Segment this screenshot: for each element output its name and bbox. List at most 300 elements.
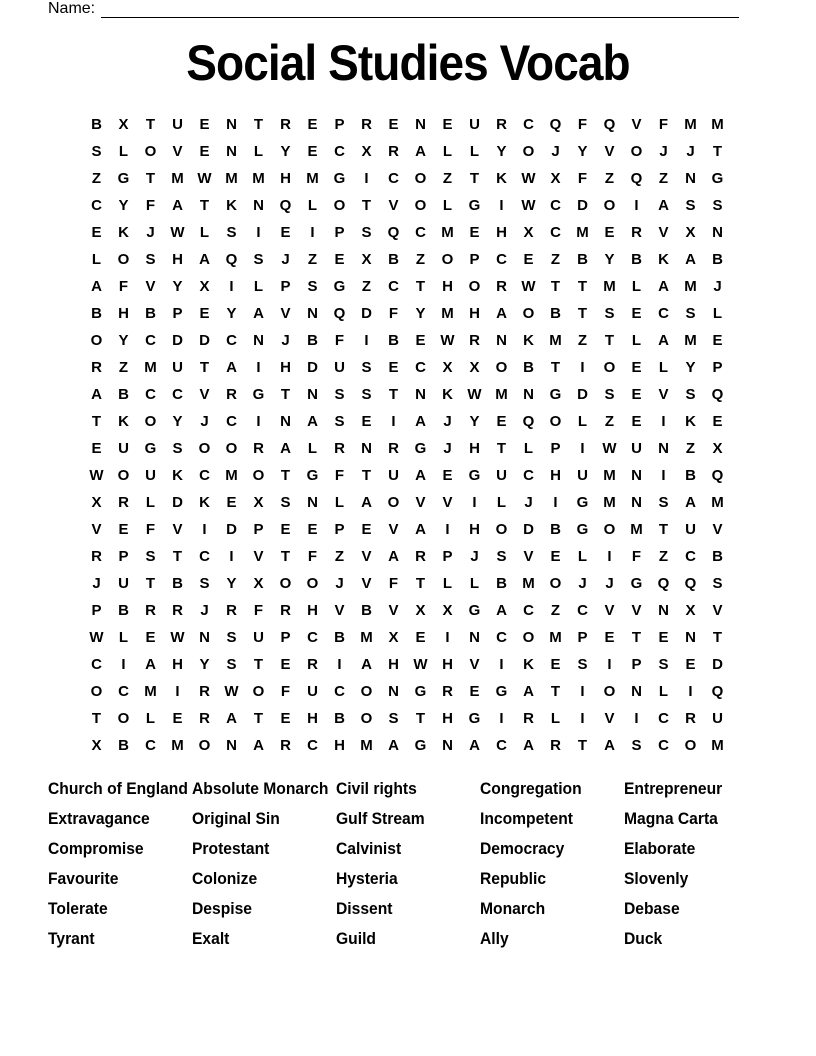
grid-letter: T	[550, 278, 561, 295]
grid-letter: R	[226, 386, 237, 403]
grid-letter: S	[361, 359, 372, 376]
grid-letter: H	[280, 170, 291, 187]
grid-letter: A	[253, 737, 264, 754]
grid-letter: T	[145, 116, 156, 133]
grid-letter: G	[576, 494, 589, 511]
word-list-item: Church of England	[48, 779, 188, 798]
grid-letter: S	[172, 440, 183, 457]
grid-letter: I	[499, 656, 504, 673]
grid-letter: T	[91, 710, 102, 727]
grid-letter: N	[388, 683, 399, 700]
grid-letter: L	[307, 440, 318, 457]
grid-letter: C	[118, 683, 129, 700]
grid-letter: F	[631, 548, 642, 565]
grid-letter: I	[580, 359, 585, 376]
word-list-item: Congregation	[480, 779, 582, 798]
grid-letter: Y	[496, 143, 507, 160]
grid-letter: N	[442, 737, 453, 754]
word-list-item: Guild	[336, 929, 376, 948]
grid-letter: L	[469, 575, 480, 592]
grid-letter: I	[553, 494, 558, 511]
grid-letter: H	[307, 710, 318, 727]
grid-letter: X	[523, 224, 534, 241]
grid-letter: F	[577, 170, 588, 187]
grid-letter: U	[172, 116, 183, 133]
grid-letter: E	[496, 413, 507, 430]
grid-letter: W	[521, 278, 536, 295]
grid-letter: S	[712, 575, 723, 592]
grid-letter: A	[226, 359, 237, 376]
grid-letter: O	[414, 170, 427, 187]
grid-letter: S	[577, 656, 588, 673]
grid-letter: A	[658, 278, 669, 295]
grid-letter: C	[226, 413, 237, 430]
grid-letter: E	[199, 143, 210, 160]
grid-letter: P	[712, 359, 723, 376]
grid-letter: F	[118, 278, 129, 295]
grid-letter: G	[468, 467, 481, 484]
grid-letter: F	[280, 683, 291, 700]
grid-letter: O	[684, 737, 697, 754]
grid-letter: F	[658, 116, 669, 133]
grid-letter: T	[172, 548, 183, 565]
grid-letter: E	[91, 224, 102, 241]
grid-letter: F	[577, 116, 588, 133]
grid-letter: A	[415, 521, 426, 538]
grid-letter: O	[117, 467, 130, 484]
grid-letter: S	[334, 386, 345, 403]
grid-letter: G	[468, 710, 481, 727]
grid-letter: J	[200, 602, 209, 619]
grid-letter: X	[685, 224, 696, 241]
grid-letter: B	[307, 332, 318, 349]
grid-letter: P	[631, 656, 642, 673]
grid-letter: U	[631, 440, 642, 457]
grid-letter: S	[280, 494, 291, 511]
grid-letter: R	[334, 440, 345, 457]
grid-letter: L	[550, 710, 561, 727]
grid-letter: M	[711, 494, 724, 511]
grid-letter: S	[604, 386, 615, 403]
grid-letter: W	[170, 224, 185, 241]
grid-letter: O	[603, 683, 616, 700]
grid-letter: S	[226, 656, 237, 673]
grid-letter: J	[470, 548, 479, 565]
grid-letter: S	[361, 224, 372, 241]
grid-letter: S	[685, 197, 696, 214]
grid-letter: V	[91, 521, 102, 538]
word-list-item: Magna Carta	[624, 809, 718, 828]
grid-letter: R	[226, 602, 237, 619]
grid-letter: Y	[118, 332, 129, 349]
grid-letter: N	[496, 332, 507, 349]
grid-letter: L	[631, 332, 642, 349]
word-list-item: Civil rights	[336, 779, 417, 798]
grid-letter: B	[631, 251, 642, 268]
grid-letter: H	[469, 521, 480, 538]
grid-letter: T	[469, 170, 480, 187]
grid-letter: M	[711, 737, 724, 754]
grid-letter: Y	[577, 143, 588, 160]
grid-letter: S	[658, 656, 669, 673]
grid-letter: O	[225, 440, 238, 457]
grid-letter: A	[415, 413, 426, 430]
grid-letter: J	[686, 143, 695, 160]
grid-letter: J	[146, 224, 155, 241]
grid-letter: M	[171, 170, 184, 187]
grid-letter: S	[253, 251, 264, 268]
grid-letter: V	[604, 143, 615, 160]
grid-letter: C	[145, 332, 156, 349]
grid-letter: P	[577, 629, 588, 646]
grid-letter: I	[256, 359, 261, 376]
grid-letter: E	[685, 656, 696, 673]
grid-letter: G	[468, 602, 481, 619]
grid-letter: B	[685, 467, 696, 484]
grid-letter: C	[334, 143, 345, 160]
grid-letter: T	[415, 278, 426, 295]
word-list-item: Protestant	[192, 839, 270, 858]
grid-letter: E	[631, 305, 642, 322]
grid-letter: L	[496, 494, 507, 511]
grid-letter: J	[659, 143, 668, 160]
grid-letter: C	[577, 602, 588, 619]
grid-letter: L	[253, 143, 264, 160]
grid-letter: Y	[685, 359, 696, 376]
grid-letter: H	[550, 467, 561, 484]
grid-letter: A	[685, 494, 696, 511]
grid-letter: R	[442, 683, 453, 700]
grid-letter: V	[712, 521, 723, 538]
grid-letter: B	[388, 332, 399, 349]
word-list-item: Democracy	[480, 839, 565, 858]
grid-letter: R	[550, 737, 561, 754]
grid-letter: A	[658, 332, 669, 349]
grid-letter: U	[577, 467, 588, 484]
grid-letter: E	[550, 548, 561, 565]
grid-letter: V	[658, 386, 669, 403]
grid-letter: E	[712, 332, 723, 349]
word-list-item: Colonize	[192, 869, 258, 888]
grid-letter: O	[144, 143, 157, 160]
grid-letter: K	[523, 656, 534, 673]
name-blank-line[interactable]	[101, 3, 739, 18]
grid-letter: J	[713, 278, 722, 295]
grid-letter: T	[280, 467, 291, 484]
grid-letter: O	[495, 521, 508, 538]
grid-letter: K	[523, 332, 534, 349]
grid-letter: L	[577, 413, 588, 430]
grid-letter: X	[253, 575, 264, 592]
grid-letter: I	[634, 710, 639, 727]
grid-letter: A	[253, 305, 264, 322]
grid-letter: X	[361, 143, 372, 160]
grid-letter: I	[445, 521, 450, 538]
grid-letter: X	[415, 602, 426, 619]
grid-letter: I	[202, 521, 207, 538]
grid-letter: L	[712, 305, 723, 322]
grid-letter: M	[225, 467, 238, 484]
grid-letter: H	[442, 710, 453, 727]
grid-letter: M	[360, 737, 373, 754]
grid-letter: I	[661, 413, 666, 430]
grid-letter: B	[145, 305, 156, 322]
grid-letter: A	[388, 737, 399, 754]
grid-letter: L	[145, 710, 156, 727]
grid-letter: I	[580, 710, 585, 727]
grid-letter: W	[602, 440, 617, 457]
grid-letter: R	[388, 440, 399, 457]
grid-letter: T	[658, 521, 669, 538]
grid-letter: B	[577, 251, 588, 268]
grid-letter: E	[388, 116, 399, 133]
grid-letter: J	[281, 251, 290, 268]
grid-letter: L	[469, 143, 480, 160]
name-label: Name:	[48, 0, 96, 17]
grid-letter: Z	[577, 332, 588, 349]
grid-letter: T	[550, 359, 561, 376]
grid-letter: R	[172, 602, 183, 619]
grid-letter: W	[89, 629, 104, 646]
grid-letter: C	[415, 224, 426, 241]
grid-letter: P	[334, 116, 345, 133]
grid-letter: Z	[658, 170, 669, 187]
word-list-item: Favourite	[48, 869, 119, 888]
grid-letter: N	[199, 629, 210, 646]
grid-letter: R	[280, 602, 291, 619]
grid-letter: I	[688, 683, 693, 700]
grid-letter: I	[175, 683, 180, 700]
grid-letter: A	[91, 278, 102, 295]
grid-letter: G	[306, 467, 319, 484]
grid-letter: O	[144, 413, 157, 430]
grid-letter: J	[578, 575, 587, 592]
grid-letter: L	[631, 278, 642, 295]
grid-letter: V	[604, 602, 615, 619]
grid-letter: N	[685, 170, 696, 187]
grid-letter: N	[253, 332, 264, 349]
grid-letter: R	[145, 602, 156, 619]
grid-letter: I	[229, 278, 234, 295]
grid-letter: M	[603, 278, 616, 295]
grid-letter: Q	[684, 575, 697, 592]
grid-letter: T	[577, 278, 588, 295]
grid-letter: M	[603, 494, 616, 511]
grid-letter: S	[226, 629, 237, 646]
grid-letter: Z	[685, 440, 696, 457]
grid-letter: W	[197, 170, 212, 187]
word-list-item: Calvinist	[336, 839, 402, 858]
grid-letter: O	[90, 683, 103, 700]
grid-letter: W	[521, 197, 536, 214]
grid-letter: L	[658, 359, 669, 376]
grid-letter: O	[522, 629, 535, 646]
word-list-item: Entrepreneur	[624, 779, 723, 798]
grid-letter: E	[334, 251, 345, 268]
grid-letter: V	[199, 386, 210, 403]
grid-letter: M	[225, 170, 238, 187]
grid-letter: E	[280, 710, 291, 727]
grid-letter: Y	[118, 197, 129, 214]
grid-letter: A	[91, 386, 102, 403]
grid-letter: B	[361, 602, 372, 619]
grid-letter: L	[91, 251, 102, 268]
grid-letter: S	[685, 386, 696, 403]
grid-letter: T	[604, 332, 615, 349]
grid-letter: A	[496, 602, 507, 619]
grid-letter: W	[89, 467, 104, 484]
grid-letter: L	[118, 143, 129, 160]
grid-letter: A	[361, 494, 372, 511]
grid-letter: X	[361, 251, 372, 268]
grid-letter: N	[658, 440, 669, 457]
grid-letter: O	[495, 359, 508, 376]
grid-letter: B	[712, 548, 723, 565]
grid-letter: Z	[604, 170, 615, 187]
grid-letter: B	[388, 251, 399, 268]
word-list-item: Duck	[624, 929, 663, 948]
grid-letter: C	[172, 386, 183, 403]
grid-letter: C	[226, 332, 237, 349]
grid-letter: V	[145, 278, 156, 295]
grid-letter: N	[226, 737, 237, 754]
grid-letter: N	[307, 386, 318, 403]
grid-letter: N	[712, 224, 723, 241]
grid-letter: M	[144, 359, 157, 376]
grid-letter: Q	[603, 116, 616, 133]
grid-letter: H	[496, 224, 507, 241]
grid-letter: M	[441, 305, 454, 322]
grid-letter: P	[550, 440, 561, 457]
grid-letter: F	[145, 521, 156, 538]
grid-letter: H	[469, 440, 480, 457]
grid-letter: T	[145, 575, 156, 592]
grid-letter: K	[172, 467, 183, 484]
grid-letter: V	[631, 602, 642, 619]
word-list-item: Absolute Monarch	[192, 779, 329, 798]
grid-letter: C	[523, 602, 534, 619]
grid-letter: G	[468, 197, 481, 214]
grid-letter: D	[577, 386, 588, 403]
grid-letter: S	[307, 278, 318, 295]
grid-letter: U	[307, 683, 318, 700]
grid-letter: V	[253, 548, 264, 565]
grid-letter: A	[361, 656, 372, 673]
grid-letter: C	[550, 197, 561, 214]
grid-letter: S	[631, 737, 642, 754]
grid-letter: I	[364, 170, 369, 187]
grid-letter: T	[199, 197, 210, 214]
grid-letter: A	[145, 656, 156, 673]
grid-letter: X	[253, 494, 264, 511]
grid-letter: E	[91, 440, 102, 457]
grid-letter: O	[360, 710, 373, 727]
grid-letter: Z	[442, 170, 453, 187]
grid-letter: Q	[711, 467, 724, 484]
grid-letter: N	[415, 116, 426, 133]
grid-letter: I	[256, 413, 261, 430]
grid-letter: L	[118, 629, 129, 646]
grid-letter: V	[361, 548, 372, 565]
grid-letter: N	[631, 494, 642, 511]
grid-letter: N	[307, 494, 318, 511]
grid-letter: D	[172, 332, 183, 349]
grid-letter: B	[712, 251, 723, 268]
grid-letter: R	[118, 494, 129, 511]
grid-letter: D	[361, 305, 372, 322]
grid-letter: J	[335, 575, 344, 592]
grid-letter: J	[524, 494, 533, 511]
grid-letter: I	[607, 548, 612, 565]
grid-letter: V	[388, 197, 399, 214]
grid-letter: L	[199, 224, 210, 241]
grid-letter: M	[441, 224, 454, 241]
grid-letter: G	[549, 386, 562, 403]
grid-letter: N	[280, 413, 291, 430]
grid-letter: O	[603, 359, 616, 376]
grid-letter: V	[280, 305, 291, 322]
grid-letter: Y	[199, 656, 210, 673]
grid-letter: R	[91, 548, 102, 565]
grid-letter: S	[145, 548, 156, 565]
grid-letter: P	[118, 548, 129, 565]
grid-letter: X	[442, 359, 453, 376]
grid-letter: E	[388, 359, 399, 376]
grid-letter: P	[253, 521, 264, 538]
word-list-item: Monarch	[480, 899, 546, 918]
grid-letter: D	[712, 656, 723, 673]
grid-letter: Y	[469, 413, 480, 430]
grid-letter: G	[576, 521, 589, 538]
grid-letter: L	[523, 440, 534, 457]
grid-letter: A	[388, 548, 399, 565]
grid-letter: M	[630, 521, 643, 538]
grid-letter: C	[658, 305, 669, 322]
grid-letter: P	[469, 251, 480, 268]
grid-letter: O	[360, 683, 373, 700]
grid-letter: E	[145, 629, 156, 646]
grid-letter: T	[415, 575, 426, 592]
grid-letter: D	[307, 359, 318, 376]
grid-letter: C	[307, 737, 318, 754]
grid-letter: C	[496, 737, 507, 754]
grid-letter: E	[631, 359, 642, 376]
grid-letter: P	[280, 278, 291, 295]
grid-letter: T	[253, 656, 264, 673]
grid-letter: S	[199, 575, 210, 592]
grid-letter: T	[577, 305, 588, 322]
grid-letter: E	[307, 143, 318, 160]
word-list-item: Hysteria	[336, 869, 398, 888]
grid-letter: C	[415, 359, 426, 376]
grid-letter: I	[580, 440, 585, 457]
grid-letter: N	[415, 386, 426, 403]
grid-letter: K	[199, 494, 210, 511]
grid-letter: A	[469, 737, 480, 754]
grid-letter: U	[469, 116, 480, 133]
grid-letter: B	[118, 386, 129, 403]
grid-letter: I	[364, 332, 369, 349]
grid-letter: Y	[226, 575, 237, 592]
grid-letter: R	[199, 683, 210, 700]
grid-letter: O	[603, 197, 616, 214]
grid-letter: H	[388, 656, 399, 673]
grid-letter: G	[414, 440, 427, 457]
grid-letter: Q	[711, 683, 724, 700]
grid-letter: G	[414, 737, 427, 754]
grid-letter: Z	[91, 170, 102, 187]
grid-letter: J	[281, 332, 290, 349]
